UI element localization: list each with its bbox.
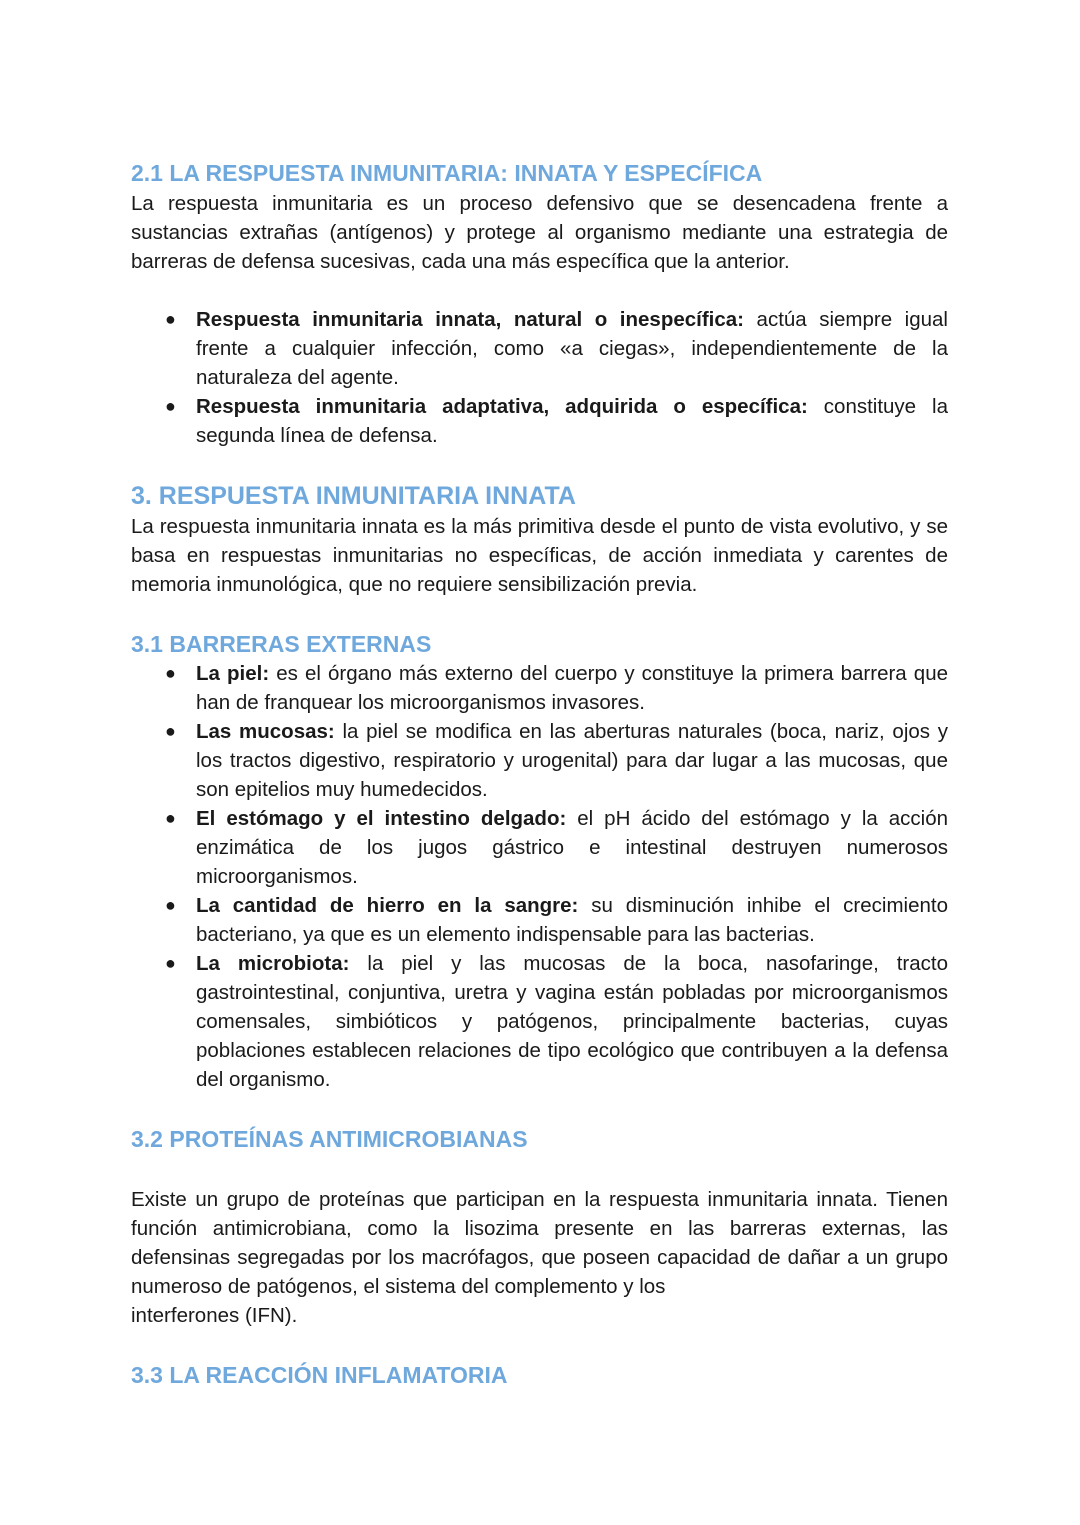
- list-item: [131, 949, 948, 1094]
- bullet-icon: ●: [165, 309, 176, 329]
- section-heading: 3.2 PROTEÍNAS ANTIMICROBIANAS: [131, 1126, 528, 1152]
- list-item-term: El estómago y el intestino delgado:: [196, 807, 567, 830]
- paragraph: Existe un grupo de proteínas que participan en la respuesta inmunitaria innata. Tienen función antimicrobiana, como la lisozima presente en las barreras externas, las defensinas segregadas por los macrófagos, que poseen capacidad de dañar a un grupo numeroso de patógenos, el sistema del complemento y los: [131, 1188, 948, 1298]
- section-heading: 3. RESPUESTA INMUNITARIA INNATA: [131, 482, 576, 510]
- bullet-icon: ●: [165, 808, 176, 828]
- list-item: [131, 659, 948, 717]
- paragraph: La respuesta inmunitaria innata es la más primitiva desde el punto de vista evolutivo, y se basa en respuestas inmunitarias no específicas, de acción inmediata y carentes de memoria inmunológica, que no requiere sensibilización previa.: [131, 515, 948, 596]
- list-item: [131, 891, 948, 949]
- list-item: [131, 392, 948, 450]
- list-item-text: la piel se modifica en las aberturas naturales (boca, nariz, ojos y los tractos digestivo, respiratorio y urogenital) para dar lugar a las mucosas, que son epitelios muy humedecidos.: [196, 720, 948, 801]
- bullet-list: [131, 305, 948, 450]
- list-item-text: actúa siempre igual frente a cualquier infección, como «a ciegas», independientemente de la naturaleza del agente.: [196, 308, 948, 389]
- bullet-icon: ●: [165, 396, 176, 416]
- section-heading: 2.1 LA RESPUESTA INMUNITARIA: INNATA Y ESPECÍFICA: [131, 160, 763, 186]
- list-item: [131, 804, 948, 891]
- list-item-term: Respuesta inmunitaria innata, natural o inespecífica:: [196, 308, 744, 331]
- section-3-2: [131, 1124, 948, 1330]
- section-2-1: [131, 158, 948, 450]
- paragraph: La respuesta inmunitaria es un proceso defensivo que se desencadena frente a sustancias extrañas (antígenos) y protege al organismo mediante una estrategia de barreras de defensa sucesivas, cada una más específica que la anterior.: [131, 192, 948, 273]
- bullet-list: [131, 659, 948, 1094]
- section-3-1: [131, 629, 948, 1094]
- document-page: [131, 158, 948, 1390]
- list-item-text: es el órgano más externo del cuerpo y constituye la primera barrera que han de franquear los microorganismos invasores.: [196, 662, 948, 714]
- bullet-icon: ●: [165, 895, 176, 915]
- section-3-3: [131, 1360, 948, 1390]
- list-item-term: La cantidad de hierro en la sangre:: [196, 894, 579, 917]
- bullet-icon: ●: [165, 663, 176, 683]
- bullet-icon: ●: [165, 721, 176, 741]
- list-item-term: La microbiota:: [196, 952, 350, 975]
- paragraph-tail: interferones (IFN).: [131, 1304, 298, 1327]
- list-item-term: Las mucosas:: [196, 720, 335, 743]
- list-item-text: constituye la segunda línea de defensa.: [196, 395, 949, 447]
- list-item-text: su disminución inhibe el crecimiento bacteriano, ya que es un elemento indispensable para las bacterias.: [196, 894, 948, 946]
- list-item: [131, 717, 948, 804]
- bullet-icon: ●: [165, 953, 176, 973]
- list-item-text: el pH ácido del estómago y la acción enzimática de los jugos gástrico e intestinal destruyen numerosos microorganismos.: [196, 807, 948, 888]
- list-item: [131, 305, 948, 392]
- list-item-term: La piel:: [196, 662, 270, 685]
- section-heading: 3.1 BARRERAS EXTERNAS: [131, 631, 432, 657]
- list-item-text: la piel y las mucosas de la boca, nasofaringe, tracto gastrointestinal, conjuntiva, uretra y vagina están pobladas por microorganismos comensales, simbióticos y patógenos, principalmente bacterias, cuyas poblaciones establecen relaciones de tipo ecológico que contribuyen a la defensa del organismo.: [196, 952, 948, 1091]
- section-heading: 3.3 LA REACCIÓN INFLAMATORIA: [131, 1362, 508, 1388]
- section-3: [131, 480, 948, 599]
- list-item-term: Respuesta inmunitaria adaptativa, adquirida o específica:: [196, 395, 808, 418]
